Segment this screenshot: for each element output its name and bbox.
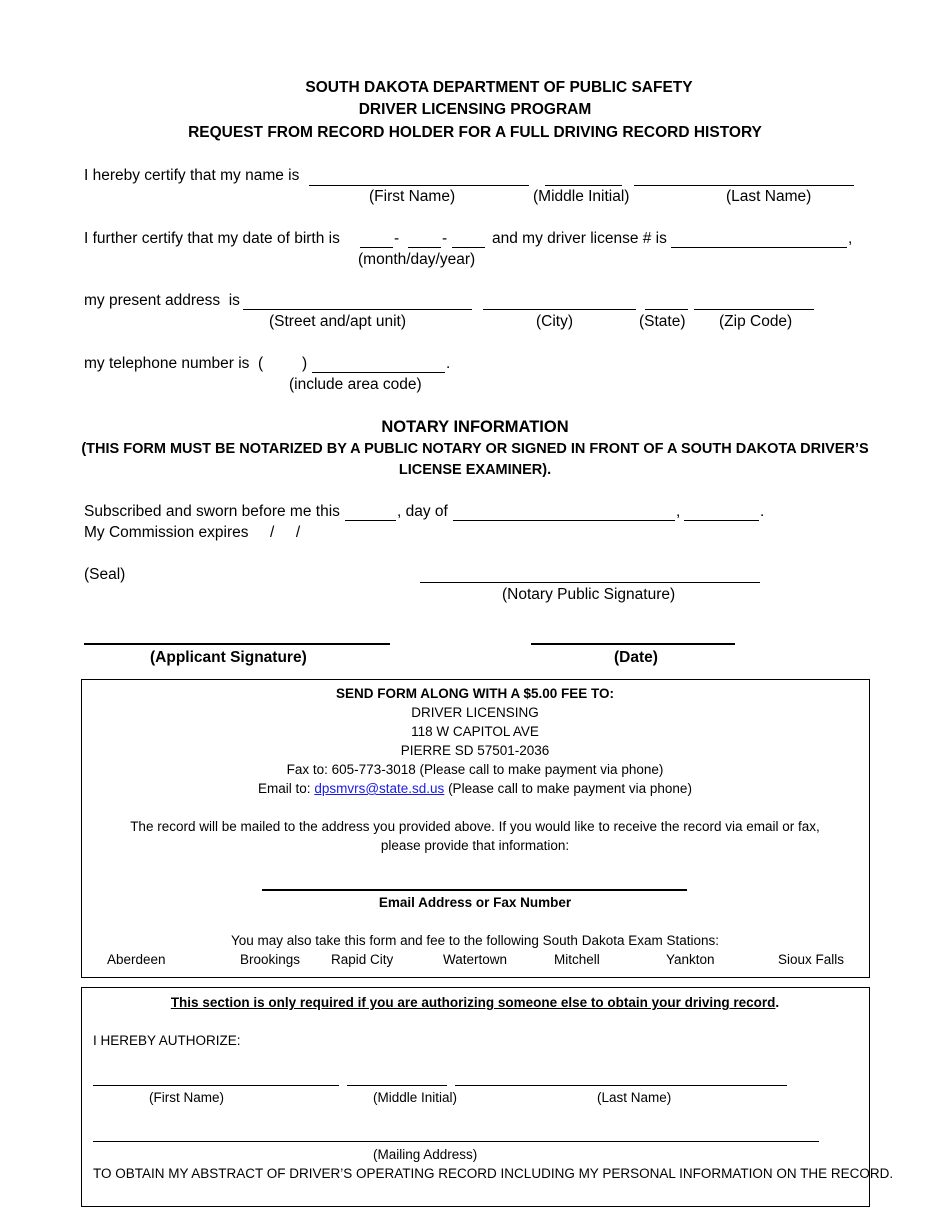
dob-prefix: I further certify that my date of birth is [84,230,340,247]
date-field[interactable] [531,643,735,645]
phone-caption: (include area code) [289,376,422,393]
state-caption: (State) [639,313,686,330]
phone-period: . [446,355,451,372]
zip-caption: (Zip Code) [719,313,793,330]
notary-signature-field[interactable] [420,582,760,583]
title-line-2: DRIVER LICENSING PROGRAM [358,101,592,118]
station-aberdeen: Aberdeen [107,952,166,967]
license-text: and my driver license # is [492,230,667,247]
notary-note-line-1: (THIS FORM MUST BE NOTARIZED BY A PUBLIC NOTARY OR SIGNED IN FRONT OF A SOUTH DAKOTA DRIVER’S [81,441,869,457]
authorized-last-name-field[interactable] [455,1085,787,1086]
dob-year-field[interactable] [452,247,485,248]
send-title: SEND FORM ALONG WITH A $5.00 FEE TO: [335,686,615,701]
authorized-middle-initial-caption: (Middle Initial) [373,1090,458,1105]
station-mitchell: Mitchell [554,952,600,967]
email-fax-field[interactable] [262,889,687,891]
middle-initial-field[interactable] [545,185,622,186]
dob-month-field[interactable] [360,247,393,248]
date-caption: (Date) [614,649,658,666]
street-caption: (Street and/apt unit) [269,313,406,330]
commission-expires: My Commission expires / / [84,524,301,541]
station-brookings: Brookings [240,952,301,967]
applicant-signature-caption: (Applicant Signature) [150,649,307,666]
send-email-prefix: Email to: [258,781,315,796]
send-address-line-1: DRIVER LICENSING [411,705,539,720]
stations-intro: You may also take this form and fee to the following South Dakota Exam Stations: [230,933,720,948]
sworn-period: . [760,503,765,520]
authorized-first-name-caption: (First Name) [149,1090,224,1105]
dob-caption: (month/day/year) [358,251,476,268]
station-sioux-falls: Sioux Falls [778,952,845,967]
sworn-day-field[interactable] [345,520,396,521]
sworn-prefix: Subscribed and sworn before me this [84,503,340,520]
notary-signature-caption: (Notary Public Signature) [502,586,676,603]
station-rapid-city: Rapid City [331,952,394,967]
last-name-field[interactable] [634,185,854,186]
title-line-3: REQUEST FROM RECORD HOLDER FOR A FULL DRIVING RECORD HISTORY [188,124,762,141]
authorize-statement: TO OBTAIN MY ABSTRACT OF DRIVER’S OPERATING RECORD INCLUDING MY PERSONAL INFORMATION ON THE RECORD. [93,1166,894,1181]
seal-label: (Seal) [84,566,126,583]
authorized-mailing-address-field[interactable] [93,1141,819,1142]
send-address-line-2: 118 W CAPITOL AVE [411,724,539,739]
license-comma: , [848,230,853,247]
authorized-mailing-address-caption: (Mailing Address) [373,1147,478,1162]
middle-initial-caption: (Middle Initial) [533,188,630,205]
address-prefix: my present address is [84,292,240,309]
phone-prefix: my telephone number is ( ) [84,355,308,372]
dob-day-field[interactable] [408,247,441,248]
title-line-1: SOUTH DAKOTA DEPARTMENT OF PUBLIC SAFETY [305,79,693,96]
authorized-first-name-field[interactable] [93,1085,339,1086]
notary-title: NOTARY INFORMATION [381,418,569,436]
zip-field[interactable] [694,309,814,310]
mail-note-line-1: The record will be mailed to the address you provided above. If you would like to receive the record via email or fax, [130,819,820,834]
station-yankton: Yankton [666,952,715,967]
send-email-line [0,781,950,796]
state-field[interactable] [645,309,688,310]
dob-dash-2: - [442,230,448,247]
authorize-notice: This section is only required if you are authorizing someone else to obtain your driving record [170,995,776,1010]
city-field[interactable] [483,309,636,310]
authorized-last-name-caption: (Last Name) [597,1090,672,1105]
sworn-day-of: , day of [397,503,448,520]
authorize-heading: I HEREBY AUTHORIZE: [93,1033,241,1048]
notary-note-line-2: LICENSE EXAMINER). [398,462,552,478]
sworn-year-field[interactable] [684,520,759,521]
send-email-link[interactable]: dpsmvrs@state.sd.us [314,781,445,796]
mail-note-line-2: please provide that information: [380,838,570,853]
name-prefix: I hereby certify that my name is [84,167,300,184]
first-name-caption: (First Name) [369,188,456,205]
send-email-suffix: (Please call to make payment via phone) [444,781,692,796]
phone-field[interactable] [312,372,445,373]
city-caption: (City) [536,313,574,330]
send-fax: Fax to: 605-773-3018 (Please call to make payment via phone) [286,762,664,777]
last-name-caption: (Last Name) [726,188,812,205]
authorize-notice-period: . [775,995,780,1010]
license-number-field[interactable] [671,247,847,248]
first-name-field[interactable] [309,185,529,186]
authorized-middle-initial-field[interactable] [347,1085,447,1086]
send-address-line-3: PIERRE SD 57501-2036 [400,743,550,758]
email-fax-caption: Email Address or Fax Number [378,895,572,910]
applicant-signature-field[interactable] [84,643,390,645]
sworn-month-field[interactable] [453,520,675,521]
dob-dash-1: - [394,230,400,247]
sworn-comma: , [676,503,681,520]
street-field[interactable] [243,309,472,310]
station-watertown: Watertown [443,952,508,967]
authorize-notice-line [0,995,950,1010]
